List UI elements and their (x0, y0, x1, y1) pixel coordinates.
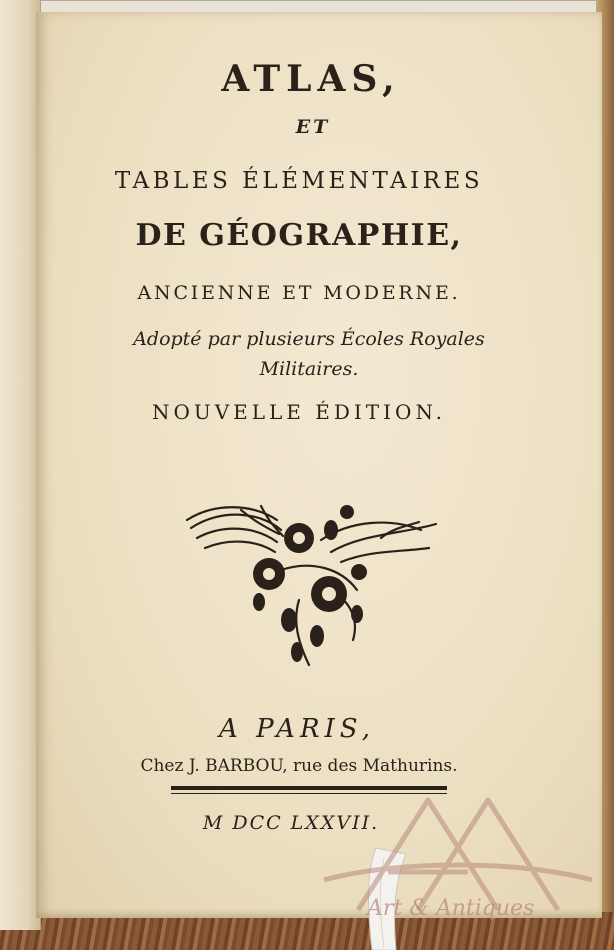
title-line-tables: TABLES ÉLÉMENTAIRES (114, 168, 484, 194)
title-page (36, 12, 602, 918)
publisher-line: Chez J. BARBOU, rue des Mathurins. (140, 756, 458, 776)
title-line-geography: DE GÉOGRAPHIE, (135, 218, 463, 253)
facing-page-edge (0, 0, 41, 930)
publication-city: A PARIS, (219, 714, 375, 744)
publication-date: M DCC LXXVII. (202, 812, 380, 834)
floral-ornament-icon (181, 490, 443, 675)
book-title: ATLAS, (221, 58, 401, 100)
edition-label: NOUVELLE ÉDITION. (151, 400, 447, 424)
title-conjunction: ET (295, 116, 331, 138)
adoption-note-line2: Militaires. (259, 358, 359, 380)
adoption-note-line1: Adopté par plusieurs Écoles Royales (133, 328, 485, 350)
watermark-text: Art & Antiques (367, 896, 535, 921)
title-line-ancient-modern: ANCIENNE ET MODERNE. (137, 282, 461, 304)
